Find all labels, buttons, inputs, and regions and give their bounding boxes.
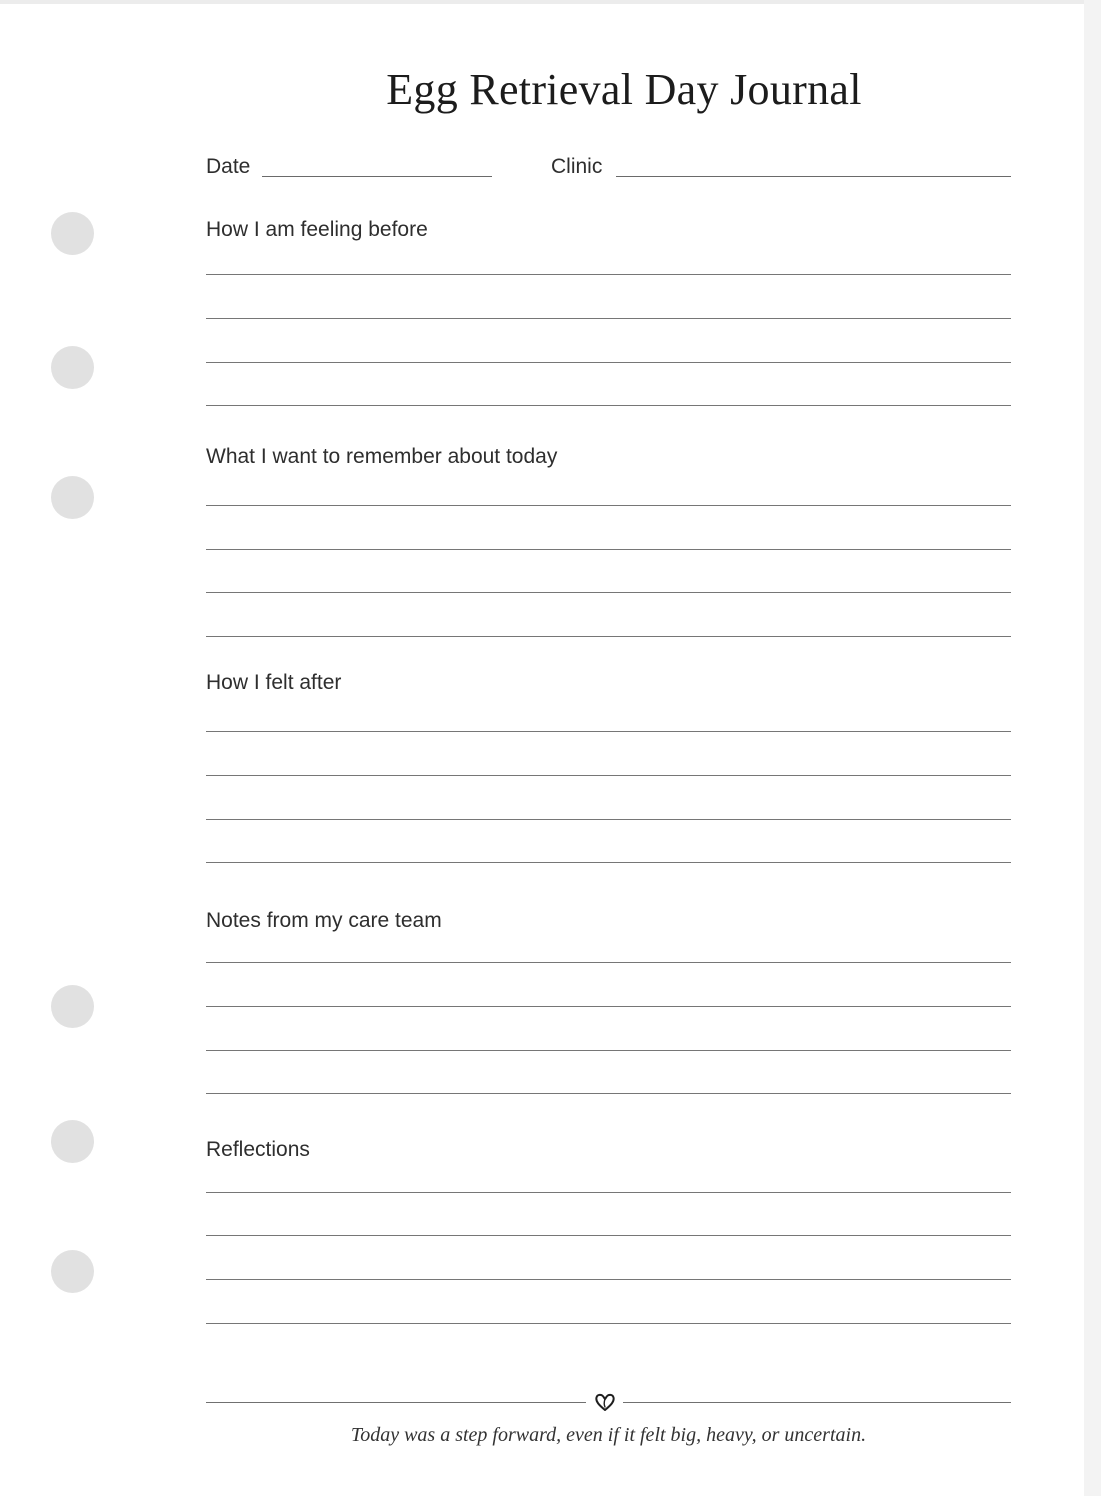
date-label: Date (206, 155, 251, 178)
footer-divider-right (623, 1402, 1011, 1403)
writing-line[interactable] (206, 1093, 1011, 1094)
writing-line[interactable] (206, 505, 1011, 506)
writing-line[interactable] (206, 1192, 1011, 1193)
writing-line[interactable] (206, 1235, 1011, 1236)
writing-line[interactable] (206, 819, 1011, 820)
writing-line[interactable] (206, 1006, 1011, 1007)
punch-hole (51, 985, 94, 1028)
writing-line[interactable] (206, 592, 1011, 593)
section-label: What I want to remember about today (206, 445, 558, 468)
writing-line[interactable] (206, 405, 1011, 406)
punch-hole (51, 346, 94, 389)
footer-divider-left (206, 1402, 586, 1403)
writing-line[interactable] (206, 636, 1011, 637)
writing-line[interactable] (206, 318, 1011, 319)
section-label: How I am feeling before (206, 218, 428, 241)
writing-line[interactable] (206, 549, 1011, 550)
punch-hole (51, 1250, 94, 1293)
section-label: Reflections (206, 1138, 310, 1161)
clinic-line[interactable] (616, 176, 1011, 177)
clinic-label: Clinic (551, 155, 603, 178)
punch-hole (51, 212, 94, 255)
heart-icon (593, 1390, 617, 1414)
section-label: Notes from my care team (206, 909, 442, 932)
writing-line[interactable] (206, 362, 1011, 363)
writing-line[interactable] (206, 274, 1011, 275)
writing-line[interactable] (206, 1279, 1011, 1280)
page-title: Egg Retrieval Day Journal (386, 65, 862, 114)
writing-line[interactable] (206, 962, 1011, 963)
footer-quote: Today was a step forward, even if it felt big, heavy, or uncertain. (350, 1424, 867, 1446)
section-label: How I felt after (206, 671, 342, 694)
writing-line[interactable] (206, 1050, 1011, 1051)
writing-line[interactable] (206, 775, 1011, 776)
writing-line[interactable] (206, 1323, 1011, 1324)
punch-hole (51, 1120, 94, 1163)
punch-hole (51, 476, 94, 519)
writing-line[interactable] (206, 862, 1011, 863)
writing-line[interactable] (206, 731, 1011, 732)
date-line[interactable] (262, 176, 492, 177)
